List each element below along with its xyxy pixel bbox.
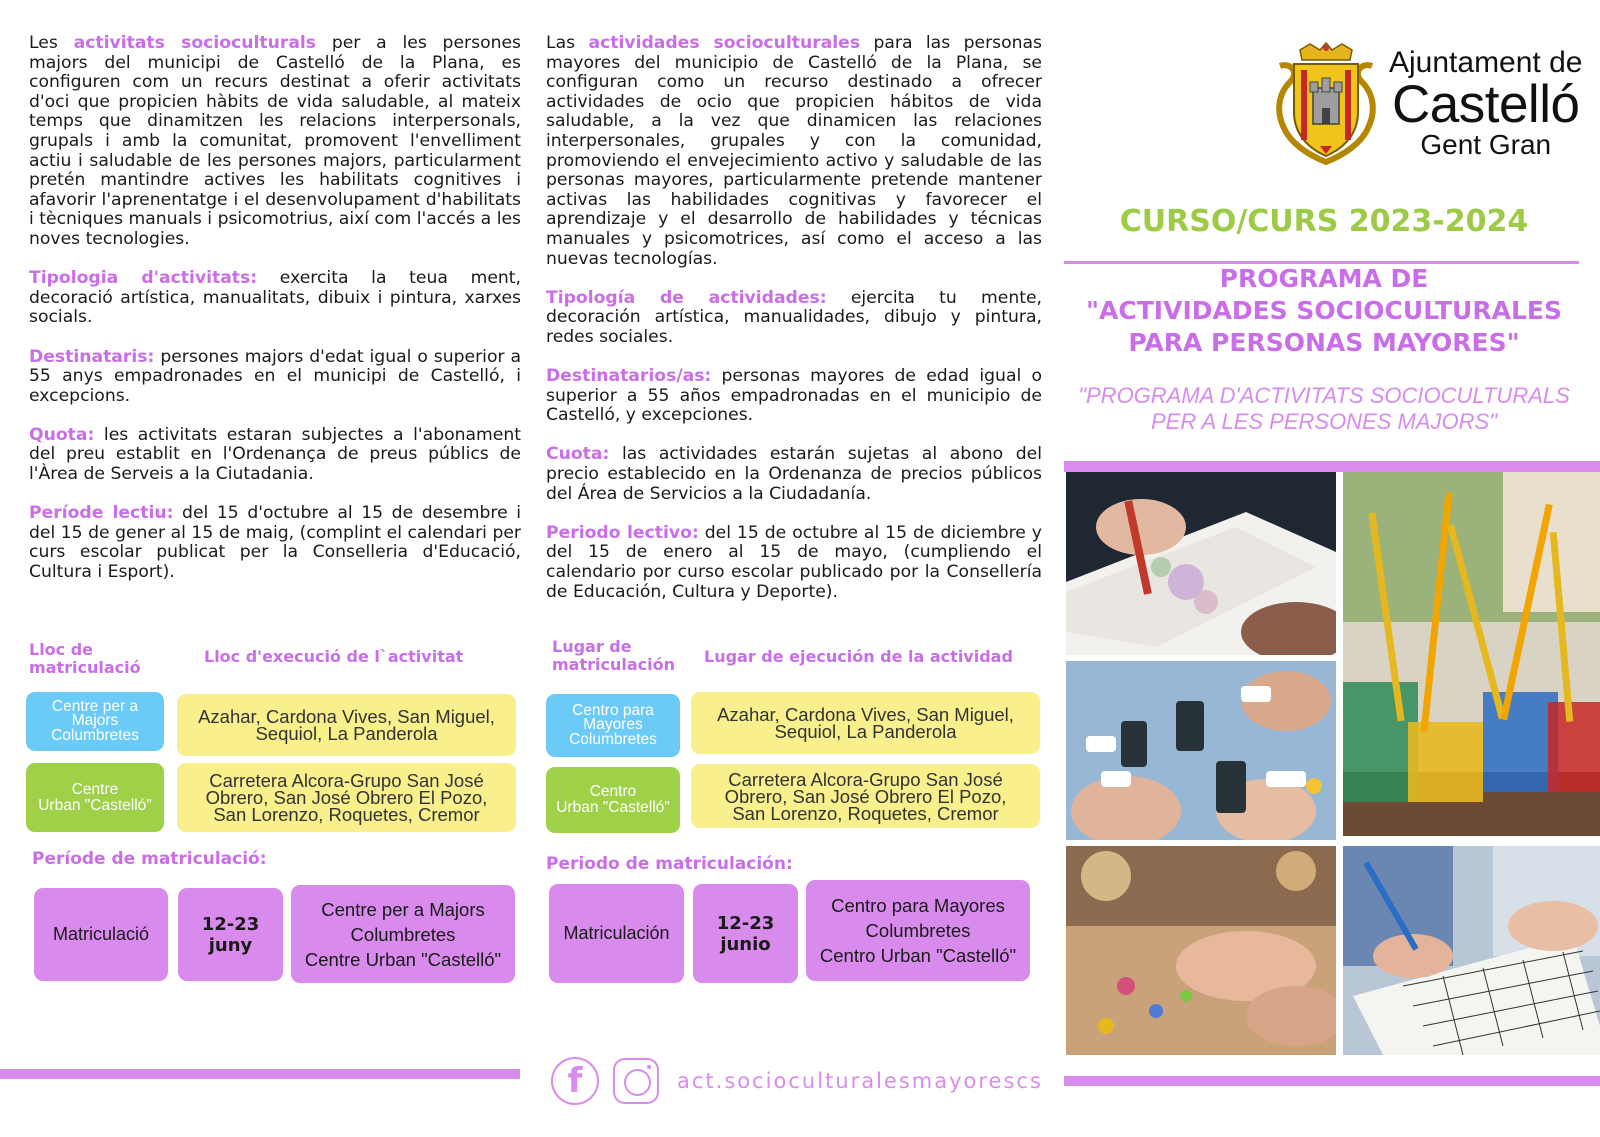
es-quota-text: las actividades estarán sujetas al abono del precio establecido en la Ordenanza de precios públicos del Área de Servicios a la Ciudadanía. xyxy=(546,444,1042,504)
program-title-line1: PROGRAMA DE xyxy=(1219,264,1429,293)
footer-divider-right xyxy=(1064,1076,1600,1086)
ca-centre-urban-line1: Centre xyxy=(71,780,119,798)
es-centre-urban xyxy=(546,767,680,833)
facebook-icon[interactable]: f xyxy=(551,1057,599,1105)
es-places-urban-line2: Obrero, San José Obrero El Pozo, xyxy=(724,785,1007,807)
ca-periode-text: del 15 d'octubre al 15 de desembre i del 15 de gener al 15 de maig, (complint el calendari per curs escolar publicat per la Conselleria d'Educació, Cultura i Esport). xyxy=(29,503,522,583)
ca-intro-pre: Les xyxy=(29,33,74,53)
castello-coat-of-arms xyxy=(1270,42,1382,166)
ca-places-urban-line3: San Lorenzo, Roquetes, Cremor xyxy=(213,804,480,825)
es-matric-place-line1: Centro para Mayores xyxy=(831,895,1005,916)
social-links xyxy=(551,1057,1043,1105)
program-title-line2: "ACTIVIDADES SOCIOCULTURALES xyxy=(1086,296,1562,325)
es-periode-text: del 15 de octubre al 15 de diciembre y del 15 de enero al 15 de mayo, (cumpliendo el calendario por curso escolar publicado por la Consellería de Educación, Cultura y Deporte). xyxy=(546,522,1042,602)
catalan-column xyxy=(29,34,521,602)
es-destinataris xyxy=(546,367,1042,426)
program-title-ca-line1: "PROGRAMA D'ACTIVITATS SOCIOCULTURALS xyxy=(1078,383,1570,408)
es-tipologia xyxy=(546,289,1042,348)
es-periode xyxy=(546,524,1042,602)
ca-tipologia-text: exercita la teua ment, decoració artística, manualitats, dibuix i pintura, xarxes socials. xyxy=(29,268,521,328)
es-matric-place xyxy=(806,880,1030,981)
ca-centre-urban-line2: Urban "Castelló" xyxy=(38,796,152,814)
program-title-es xyxy=(1064,263,1584,359)
ca-destinataris-label: Destinataris: xyxy=(29,346,155,367)
es-destinataris-label: Destinatarios/as: xyxy=(546,366,712,387)
ca-matric-place-line2: Columbretes xyxy=(350,923,456,945)
spanish-column xyxy=(546,34,1042,622)
ca-tipologia-label: Tipologia d'activitats: xyxy=(29,268,258,289)
es-periode-label: Periodo lectivo: xyxy=(546,522,699,543)
ca-periode xyxy=(29,504,521,582)
photo-paint-pencils xyxy=(1343,472,1600,836)
course-title: CURSO/CURS 2023-2024 xyxy=(1119,204,1529,239)
logo-line-ajuntament: Ajuntament de xyxy=(1389,46,1583,79)
ca-header-lloc-execucio: Lloc d'execució de l`activitat xyxy=(204,647,464,666)
es-header-lugar-line2: matriculación xyxy=(552,655,675,674)
es-intro-pre: Las xyxy=(546,33,589,53)
es-destinataris-text: personas mayores de edad igual o superior a 55 años empadronadas en el municipio de Castelló, y excepciones. xyxy=(546,366,1042,426)
ca-centre-columbretes-line1: Centre per a xyxy=(51,697,139,715)
logo-line-castello: Castelló xyxy=(1391,75,1580,134)
ca-intro-text: per a les persones majors del municipi de Castelló de la Plana, es configuren com un recurs destinat a oferir activitats d'oci que propicien hàbits de vida saludable, al mateix temps que dinamitzen les relacions interpersonals, grupals i amb la comunitat, promovent l'envelliment actiu i saludable de les persones majors, particularment pretén mantindre actives les habilitats cognitives i afavorir l'aprenentatge i el desenvolupament d'habilitats i tècniques manuals i psicomotrius, així com l'accés a les noves tecnologies. xyxy=(29,33,522,249)
ca-places-columbretes-line2: Sequiol, La Panderola xyxy=(255,723,438,744)
ca-centre-columbretes xyxy=(26,692,164,751)
photo-crafts-hands xyxy=(1066,846,1336,1055)
es-centre-urban-line1: Centro xyxy=(589,783,637,800)
es-header-lugar-matriculacion xyxy=(552,638,675,674)
es-intro xyxy=(546,34,1042,269)
ca-matric-date-days: 12-23 xyxy=(201,913,260,935)
es-places-urban xyxy=(691,764,1040,828)
es-matric-date xyxy=(693,884,798,983)
es-matric-date-days: 12-23 xyxy=(716,912,775,934)
ca-intro xyxy=(29,34,521,250)
social-handle[interactable]: act.socioculturalesmayorescs xyxy=(677,1069,1043,1093)
program-title-ca-line2: PER A LES PERSONES MAJORS" xyxy=(1150,409,1498,434)
es-centre-columbretes-line3: Columbretes xyxy=(569,730,657,748)
ca-header-lloc-matriculacio xyxy=(29,641,141,677)
ca-places-columbretes-line1: Azahar, Cardona Vives, San Miguel, xyxy=(198,706,495,727)
instagram-icon[interactable] xyxy=(613,1058,659,1104)
es-places-columbretes xyxy=(691,692,1040,754)
es-centre-columbretes-line1: Centro para xyxy=(572,701,654,719)
ca-places-urban-line2: Obrero, San José Obrero El Pozo, xyxy=(205,787,488,808)
es-header-lugar-ejecucion: Lugar de ejecución de la actividad xyxy=(704,647,1013,666)
es-intro-keyword: actividades socioculturales xyxy=(588,33,861,53)
es-places-columbretes-line2: Sequiol, La Panderola xyxy=(774,721,957,742)
es-places-urban-line1: Carretera Alcora-Grupo San José xyxy=(728,768,1003,790)
photo-top-bar xyxy=(1064,461,1600,472)
ca-quota xyxy=(29,426,521,485)
ca-matric-date-month: juny xyxy=(208,934,253,956)
photo-drawing-hands xyxy=(1066,472,1336,655)
es-matric-place-line2: Columbretes xyxy=(865,920,971,941)
ca-destinataris-text: persones majors d'edat igual o superior a 55 anys empadronades en el municipi de Castelló, i excepcions. xyxy=(29,346,521,406)
footer-divider-left xyxy=(0,1069,520,1079)
es-matric-label: Matriculación xyxy=(549,884,684,983)
ca-quota-label: Quota: xyxy=(29,424,95,445)
es-quota xyxy=(546,445,1042,504)
ajuntament-logo-text xyxy=(1389,46,1582,160)
ca-places-urban-line1: Carretera Alcora-Grupo San José xyxy=(209,770,484,791)
ca-matric-place-line3: Centre Urban "Castelló" xyxy=(304,948,502,970)
es-places-columbretes-line1: Azahar, Cardona Vives, San Miguel, xyxy=(717,704,1014,725)
ca-matric-label: Matriculació xyxy=(34,888,168,981)
ca-destinataris xyxy=(29,348,521,407)
ca-places-urban xyxy=(177,763,516,832)
ca-centre-urban xyxy=(26,763,164,832)
ca-places-columbretes xyxy=(177,694,516,756)
ca-matric-place-line1: Centre per a Majors xyxy=(321,898,485,920)
es-tipologia-label: Tipología de actividades: xyxy=(546,287,827,308)
ca-matric-title: Període de matriculació: xyxy=(32,849,267,869)
es-tipologia-text: ejercita tu mente, decoración artística, manualidades, dibujo y pintura, redes sociales. xyxy=(546,287,1042,347)
es-matric-date-month: junio xyxy=(720,933,771,955)
es-header-lugar-line1: Lugar de xyxy=(552,637,632,656)
es-matric-place-line3: Centro Urban "Castelló" xyxy=(819,945,1017,966)
es-matric-title: Periodo de matriculación: xyxy=(546,854,793,874)
es-centre-columbretes xyxy=(546,694,680,757)
ca-centre-columbretes-line3: Columbretes xyxy=(51,726,139,744)
es-centre-urban-line2: Urban "Castelló" xyxy=(556,799,670,816)
ca-header-lloc-line2: matriculació xyxy=(29,658,141,677)
program-title-ca xyxy=(1064,383,1584,435)
es-intro-text: para las personas mayores del municipio de Castelló de la Plana, se configuran como un recurso destinado a ofrecer actividades de ocio que propicien hábitos de vida saludable, a la vez que dinamicen las relaciones interpersonales, grupales y con la comunidad, promoviendo el envejecimiento activo y saludable de las personas mayores, particularmente pretende mantener activas las habilidades cognitivas y favorecer el aprendizaje y el desarrollo de habilidades y técnicas manuales y psicomotrices, así como el acceso a las nuevas tecnologías. xyxy=(546,33,1042,269)
ca-tipologia xyxy=(29,269,521,328)
ca-centre-columbretes-line2: Majors xyxy=(71,712,119,730)
ca-intro-keyword: activitats socioculturals xyxy=(73,33,317,53)
ca-periode-label: Període lectiu: xyxy=(29,503,174,524)
es-quota-label: Cuota: xyxy=(546,444,610,465)
ca-matric-place xyxy=(291,885,515,983)
es-places-urban-line3: San Lorenzo, Roquetes, Cremor xyxy=(732,802,999,824)
ca-header-lloc-line1: Lloc de xyxy=(29,640,94,659)
ca-matric-date xyxy=(178,888,283,981)
photo-social-media-phones xyxy=(1066,661,1336,840)
ca-quota-text: les activitats estaran subjectes a l'abonament del preu establit en l'Ordenança de preus públics de l'Àrea de Serveis a la Ciutadania. xyxy=(29,424,521,485)
photo-crossword xyxy=(1343,846,1600,1055)
program-title-line3: PARA PERSONAS MAYORES" xyxy=(1128,328,1520,357)
es-centre-columbretes-line2: Mayores xyxy=(583,716,643,734)
logo-line-gent-gran: Gent Gran xyxy=(1420,129,1552,160)
